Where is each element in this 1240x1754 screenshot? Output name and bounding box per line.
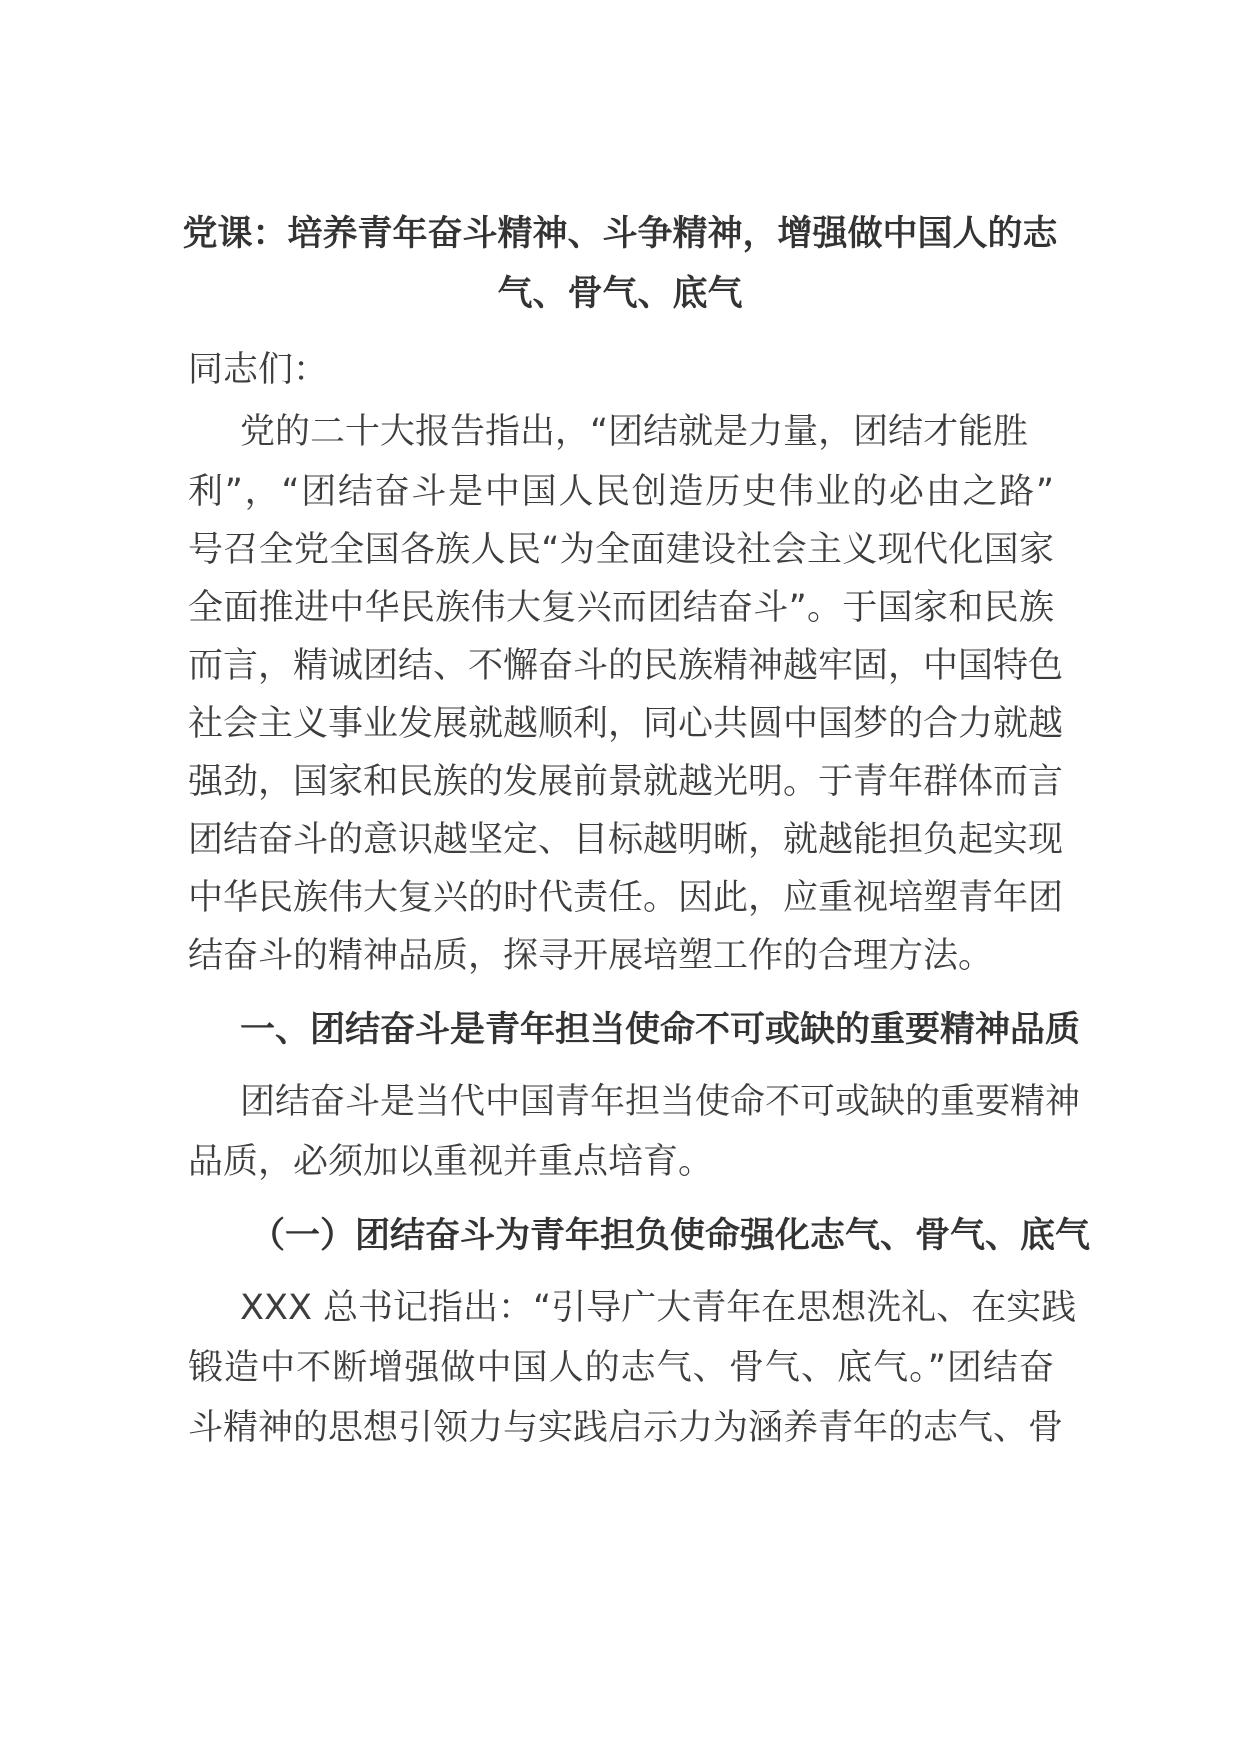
intro-line: 号召全党全国各族人民“为全面建设社会主义现代化国家 <box>188 530 1054 570</box>
subsection-1-line: XXX 总书记指出：“引导广大青年在思想洗礼、在实践 <box>240 1288 1077 1328</box>
intro-line: 利”，“团结奋斗是中国人民创造历史伟业的必由之路” <box>188 472 1054 512</box>
document-title-line-1: 党课：培养青年奋斗精神、斗争精神，增强做中国人的志 <box>182 214 1058 254</box>
section-1-line: 品质，必须加以重视并重点培育。 <box>188 1142 714 1182</box>
intro-line: 而言，精诚团结、不懈奋斗的民族精神越牢固，中国特色 <box>188 646 1064 686</box>
document-title-line-2: 气、骨气、底气 <box>497 274 743 314</box>
subsection-1-line: 锻造中不断增强做中国人的志气、骨气、底气。”团结奋 <box>188 1348 1054 1388</box>
subsection-1-line: 斗精神的思想引领力与实践启示力为涵养青年的志气、骨 <box>188 1408 1064 1448</box>
section-heading-1: 一、团结奋斗是青年担当使命不可或缺的重要精神品质 <box>240 1010 1081 1050</box>
intro-line: 全面推进中华民族伟大复兴而团结奋斗”。于国家和民族 <box>188 588 1054 628</box>
intro-line: 强劲，国家和民族的发展前景就越光明。于青年群体而言 <box>188 762 1064 802</box>
intro-line: 党的二十大报告指出，“团结就是力量，团结才能胜 <box>240 412 1029 452</box>
intro-line: 社会主义事业发展就越顺利，同心共圆中国梦的合力就越 <box>188 704 1064 744</box>
subsection-heading-1: （一）团结奋斗为青年担负使命强化志气、骨气、底气 <box>250 1216 1091 1256</box>
intro-line: 团结奋斗的意识越坚定、目标越明晰，就越能担负起实现 <box>188 820 1064 860</box>
intro-line: 结奋斗的精神品质，探寻开展培塑工作的合理方法。 <box>188 936 994 976</box>
section-1-line: 团结奋斗是当代中国青年担当使命不可或缺的重要精神 <box>240 1082 1081 1122</box>
intro-line: 中华民族伟大复兴的时代责任。因此，应重视培塑青年团 <box>188 878 1064 918</box>
salutation: 同志们： <box>188 350 329 390</box>
